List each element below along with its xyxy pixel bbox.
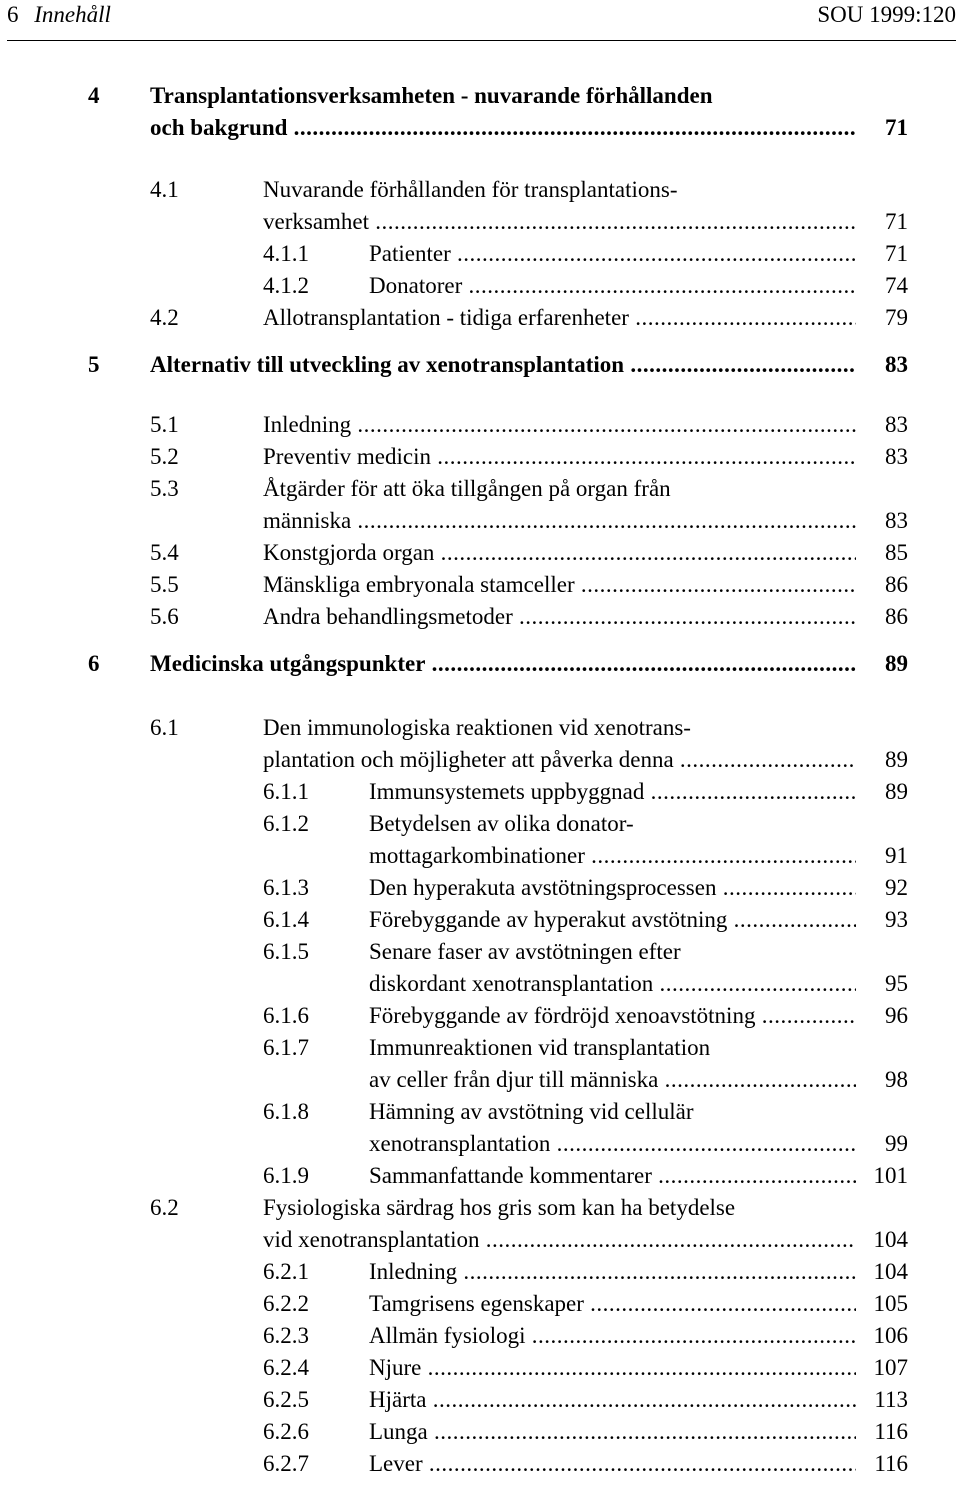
toc-entry[interactable] xyxy=(150,174,908,206)
toc-entry-number: 5.1 xyxy=(150,412,179,437)
toc-entry[interactable] xyxy=(150,569,908,601)
toc-entry-page: 83 xyxy=(881,409,908,441)
toc-entry-number: 6.2.5 xyxy=(263,1387,309,1412)
toc-entry[interactable] xyxy=(88,112,908,144)
toc-entry[interactable] xyxy=(150,409,908,441)
running-header-left xyxy=(7,2,111,28)
toc-entry-number: 5.2 xyxy=(150,444,179,469)
toc-entry-number: 6.1 xyxy=(150,715,179,740)
toc-entry-title: Mänskliga embryonala stamceller ..... xyxy=(263,569,856,601)
toc-entry-page: 96 xyxy=(881,1000,908,1032)
toc-entry-title: Lever ..... xyxy=(369,1448,856,1480)
toc-entry-page: 105 xyxy=(870,1288,909,1320)
toc-entry-page: 91 xyxy=(881,840,908,872)
toc-entry-title: Immunreaktionen vid transplantation xyxy=(369,1035,711,1060)
toc-entry-number: 6.1.3 xyxy=(263,875,309,900)
toc-entry-number: 6.1.6 xyxy=(263,1003,309,1028)
toc-entry-title: Nuvarande förhållanden för transplantations- xyxy=(263,177,678,202)
toc-entry-number: 6 xyxy=(88,651,100,676)
toc-entry-page: 104 xyxy=(870,1224,909,1256)
toc-entry-title: Njure ..... xyxy=(369,1352,856,1384)
toc-entry-title: Sammanfattande kommentarer ..... xyxy=(369,1160,856,1192)
toc-entry[interactable] xyxy=(263,808,908,840)
toc-entry-title: Inledning ..... xyxy=(263,409,856,441)
toc-entry[interactable] xyxy=(88,648,908,680)
toc-entry[interactable] xyxy=(263,1032,908,1064)
toc-entry-title: Donatorer ..... xyxy=(369,270,856,302)
toc-entry-number: 5.6 xyxy=(150,604,179,629)
toc-entry-number: 4.2 xyxy=(150,305,179,330)
toc-entry-number: 6.2.3 xyxy=(263,1323,309,1348)
toc-entry[interactable] xyxy=(263,968,908,1000)
toc-entry-page: 85 xyxy=(881,537,908,569)
toc-entry-number: 6.2.6 xyxy=(263,1419,309,1444)
toc-entry-page: 89 xyxy=(881,776,908,808)
toc-entry-title: Fysiologiska särdrag hos gris som kan ha betydelse xyxy=(263,1195,736,1220)
toc-entry[interactable] xyxy=(150,1224,908,1256)
toc-entry[interactable] xyxy=(263,904,908,936)
toc-entry[interactable] xyxy=(150,206,908,238)
toc-entry-title: Inledning ..... xyxy=(369,1256,856,1288)
toc-entry-page: 99 xyxy=(881,1128,908,1160)
toc-entry-page: 89 xyxy=(881,648,908,680)
toc-entry-number: 6.1.8 xyxy=(263,1099,309,1124)
toc-entry-page: 116 xyxy=(870,1448,908,1480)
header-page-number: 6 xyxy=(7,2,19,27)
toc-entry-title: Tamgrisens egenskaper ..... xyxy=(369,1288,856,1320)
toc-entry[interactable] xyxy=(263,1256,908,1288)
toc-entry-number: 6.1.7 xyxy=(263,1035,309,1060)
toc-entry-title: människa ..... xyxy=(263,505,856,537)
toc-entry[interactable] xyxy=(263,1416,908,1448)
toc-entry[interactable] xyxy=(263,1064,908,1096)
toc-entry-title: Senare faser av avstötningen efter xyxy=(369,939,681,964)
toc-entry-page: 93 xyxy=(881,904,908,936)
toc-entry[interactable] xyxy=(88,80,908,112)
toc-entry-title: Immunsystemets uppbyggnad ..... xyxy=(369,776,856,808)
header-report-id: SOU 1999:120 xyxy=(817,2,956,27)
toc-entry-page: 86 xyxy=(881,601,908,633)
header-rule xyxy=(7,40,956,41)
toc-entry-number: 5.3 xyxy=(150,476,179,501)
toc-entry-page: 83 xyxy=(881,441,908,473)
toc-entry[interactable] xyxy=(263,936,908,968)
toc-entry[interactable] xyxy=(150,744,908,776)
toc-entry[interactable] xyxy=(150,302,908,334)
toc-entry-page: 71 xyxy=(881,112,908,144)
toc-entry-number: 6.2.4 xyxy=(263,1355,309,1380)
toc-entry[interactable] xyxy=(263,1384,908,1416)
toc-entry-number: 6.1.2 xyxy=(263,811,309,836)
toc-entry[interactable] xyxy=(263,1288,908,1320)
toc-entry-page: 74 xyxy=(881,270,908,302)
toc-entry-page: 107 xyxy=(870,1352,909,1384)
toc-entry[interactable] xyxy=(263,776,908,808)
toc-entry[interactable] xyxy=(150,601,908,633)
toc-entry-page: 101 xyxy=(870,1160,909,1192)
header-section-title: Innehåll xyxy=(34,2,111,27)
toc-entry-number: 6.1.1 xyxy=(263,779,309,804)
toc-entry[interactable] xyxy=(263,1128,908,1160)
toc-entry-page: 83 xyxy=(881,505,908,537)
toc-entry-page: 86 xyxy=(881,569,908,601)
toc-entry-page: 79 xyxy=(881,302,908,334)
toc-entry-title: av celler från djur till människa ..... xyxy=(369,1064,856,1096)
toc-entry-title: Transplantationsverksamheten - nuvarande förhållanden xyxy=(150,83,713,108)
toc-entry-number: 5 xyxy=(88,352,100,377)
toc-entry-title: Förebyggande av fördröjd xenoavstötning ..... xyxy=(369,1000,856,1032)
toc-entry-number: 5.4 xyxy=(150,540,179,565)
toc-entry[interactable] xyxy=(263,270,908,302)
toc-entry-number: 6.1.9 xyxy=(263,1163,309,1188)
toc-entry-page: 98 xyxy=(881,1064,908,1096)
toc-entry-title: Lunga ..... xyxy=(369,1416,856,1448)
toc-entry-page: 92 xyxy=(881,872,908,904)
toc-entry[interactable] xyxy=(150,441,908,473)
toc-entry-number: 4.1.1 xyxy=(263,241,309,266)
toc-entry-page: 95 xyxy=(881,968,908,1000)
toc-entry-number: 6.2.2 xyxy=(263,1291,309,1316)
toc-entry[interactable] xyxy=(263,1000,908,1032)
toc-entry-title: Allotransplantation - tidiga erfarenheter ..... xyxy=(263,302,856,334)
toc-entry[interactable] xyxy=(263,1448,908,1480)
toc-entry-title: Patienter ..... xyxy=(369,238,856,270)
toc-entry-page: 113 xyxy=(870,1384,908,1416)
toc-entry-number: 4.1.2 xyxy=(263,273,309,298)
toc-entry[interactable] xyxy=(150,473,908,505)
toc-entry[interactable] xyxy=(263,1096,908,1128)
toc-entry-number: 6.1.4 xyxy=(263,907,309,932)
toc-entry-title: Preventiv medicin ..... xyxy=(263,441,856,473)
toc-entry[interactable] xyxy=(88,349,908,381)
toc-entry-title: verksamhet ..... xyxy=(263,206,856,238)
toc-entry[interactable] xyxy=(263,1320,908,1352)
toc-entry-number: 4 xyxy=(88,83,100,108)
toc-entry-title: Allmän fysiologi ..... xyxy=(369,1320,856,1352)
toc-entry-page: 71 xyxy=(881,238,908,270)
toc-entry-number: 6.2.1 xyxy=(263,1259,309,1284)
toc-entry-title: Andra behandlingsmetoder ..... xyxy=(263,601,856,633)
toc-entry-title: Den immunologiska reaktionen vid xenotrans- xyxy=(263,715,691,740)
toc-entry-page: 106 xyxy=(870,1320,909,1352)
toc-entry-page: 71 xyxy=(881,206,908,238)
toc-entry-title: Åtgärder för att öka tillgången på organ från xyxy=(263,476,671,501)
toc-entry-title: vid xenotransplantation ..... xyxy=(263,1224,856,1256)
toc-entry-number: 4.1 xyxy=(150,177,179,202)
toc-entry-title: Alternativ till utveckling av xenotransplantation ..... xyxy=(150,349,856,381)
toc-entry-title: diskordant xenotransplantation ..... xyxy=(369,968,856,1000)
toc-entry-title: mottagarkombinationer ..... xyxy=(369,840,856,872)
toc-entry-number: 5.5 xyxy=(150,572,179,597)
toc-entry[interactable] xyxy=(150,505,908,537)
toc-entry-title: Konstgjorda organ ..... xyxy=(263,537,856,569)
toc-entry[interactable] xyxy=(150,537,908,569)
toc-entry-title: Förebyggande av hyperakut avstötning ..... xyxy=(369,904,856,936)
toc-entry-title: xenotransplantation ..... xyxy=(369,1128,856,1160)
toc-entry[interactable] xyxy=(263,872,908,904)
toc-entry-page: 104 xyxy=(870,1256,909,1288)
toc-entry[interactable] xyxy=(150,1192,908,1224)
toc-entry-page: 83 xyxy=(881,349,908,381)
toc-entry-title: Den hyperakuta avstötningsprocessen ..... xyxy=(369,872,856,904)
toc-entry[interactable] xyxy=(263,840,908,872)
toc-entry-title: och bakgrund ..... xyxy=(150,112,856,144)
toc-entry-title: Hjärta ..... xyxy=(369,1384,856,1416)
toc-entry[interactable] xyxy=(263,1160,908,1192)
toc-entry-page: 116 xyxy=(870,1416,908,1448)
toc-entry-title: plantation och möjligheter att påverka denna ..... xyxy=(263,744,856,776)
toc-entry-number: 6.2.7 xyxy=(263,1451,309,1476)
toc-entry-number: 6.1.5 xyxy=(263,939,309,964)
toc-entry-title: Hämning av avstötning vid cellulär xyxy=(369,1099,694,1124)
toc-entry-number: 6.2 xyxy=(150,1195,179,1220)
toc-entry-title: Betydelsen av olika donator- xyxy=(369,811,634,836)
toc-entry-page: 89 xyxy=(881,744,908,776)
toc-entry[interactable] xyxy=(263,238,908,270)
toc-entry[interactable] xyxy=(150,712,908,744)
toc-entry-title: Medicinska utgångspunkter ..... xyxy=(150,648,856,680)
toc-entry[interactable] xyxy=(263,1352,908,1384)
